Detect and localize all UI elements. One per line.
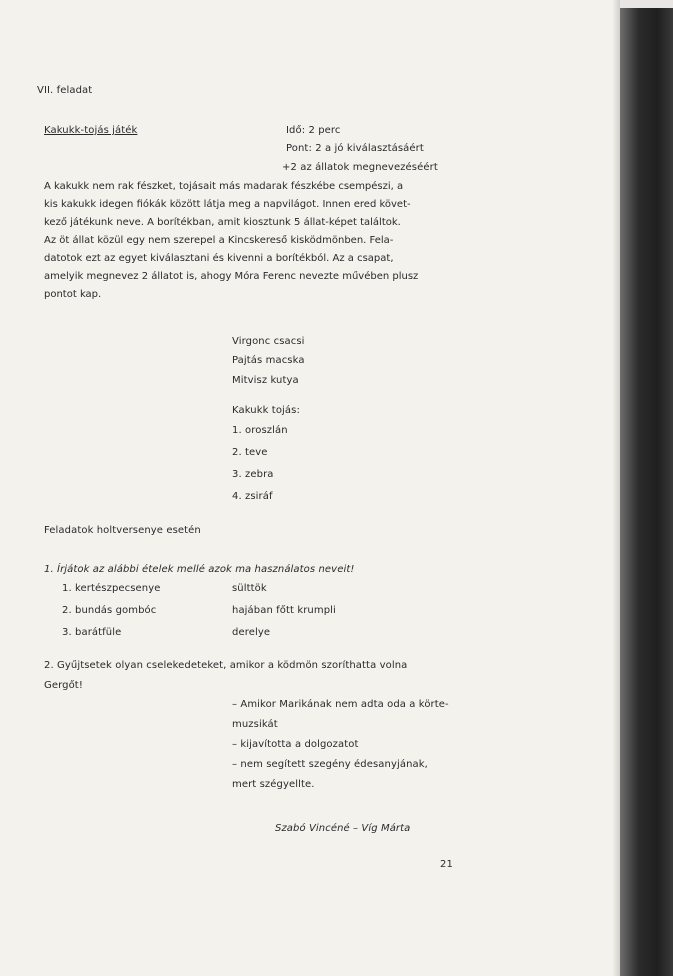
tiebreak-question-2-line2: Gergőt! xyxy=(44,680,83,691)
egg-item: 4. zsiráf xyxy=(232,491,273,502)
egg-item: 3. zebra xyxy=(232,469,274,480)
intro-line: Az öt állat közül egy nem szerepel a Kincskereső kisködmönben. Fela- xyxy=(44,235,394,246)
egg-item: 1. oroszlán xyxy=(232,425,288,436)
intro-paragraph xyxy=(44,178,514,304)
authors: Szabó Vincéné – Víg Márta xyxy=(275,823,411,834)
egg-item: 2. teve xyxy=(232,447,268,458)
tiebreak-heading: Feladatok holtversenye esetén xyxy=(44,525,201,536)
food-new-name: sülttök xyxy=(232,583,267,594)
answer-line: mert szégyellte. xyxy=(232,779,315,790)
task-points-2: +2 az állatok megnevezéséért xyxy=(282,162,438,173)
food-old-name: 1. kertészpecsenye xyxy=(62,583,161,594)
book-binding-edge xyxy=(620,0,673,976)
page-number: 21 xyxy=(440,859,453,870)
animal-item: Virgonc csacsi xyxy=(232,336,305,347)
food-old-name: 2. bundás gombóc xyxy=(62,605,157,616)
animal-item: Mitvisz kutya xyxy=(232,375,299,386)
food-new-name: hajában főtt krumpli xyxy=(232,605,336,616)
book-edge-top xyxy=(620,0,673,8)
answer-line: – kijavította a dolgozatot xyxy=(232,739,359,750)
task-title: Kakukk-tojás játék xyxy=(44,125,138,136)
task-time: Idő: 2 perc xyxy=(286,125,341,136)
intro-line: kező játékunk neve. A borítékban, amit kiosztunk 5 állat-képet találtok. xyxy=(44,217,401,228)
animal-item: Pajtás macska xyxy=(232,355,305,366)
food-new-name: derelye xyxy=(232,627,271,638)
answer-line: – nem segített szegény édesanyjának, xyxy=(232,759,428,770)
task-number: VII. feladat xyxy=(37,85,93,96)
intro-line: amelyik megnevez 2 állatot is, ahogy Móra Ferenc nevezte művében plusz xyxy=(44,271,419,282)
task-points-1: Pont: 2 a jó kiválasztásáért xyxy=(286,143,424,154)
eggs-label: Kakukk tojás: xyxy=(232,405,300,416)
tiebreak-question-1: 1. Írjátok az alábbi ételek mellé azok ma használatos neveit! xyxy=(44,564,355,575)
intro-line: kis kakukk idegen fiókák között látja meg a napvilágot. Innen ered követ- xyxy=(44,199,411,210)
intro-line: datotok ezt az egyet kiválasztani és kivenni a borítékból. Az a csapat, xyxy=(44,253,394,264)
tiebreak-question-2-line1: 2. Gyűjtsetek olyan cselekedeteket, amikor a ködmön szoríthatta volna xyxy=(44,660,408,671)
intro-line: A kakukk nem rak fészket, tojásait más madarak fészkébe csempészi, a xyxy=(44,181,404,192)
answer-line: – Amikor Marikának nem adta oda a körte- xyxy=(232,699,449,710)
answer-line: muzsikát xyxy=(232,719,278,730)
intro-line: pontot kap. xyxy=(44,289,102,300)
food-old-name: 3. barátfüle xyxy=(62,627,122,638)
